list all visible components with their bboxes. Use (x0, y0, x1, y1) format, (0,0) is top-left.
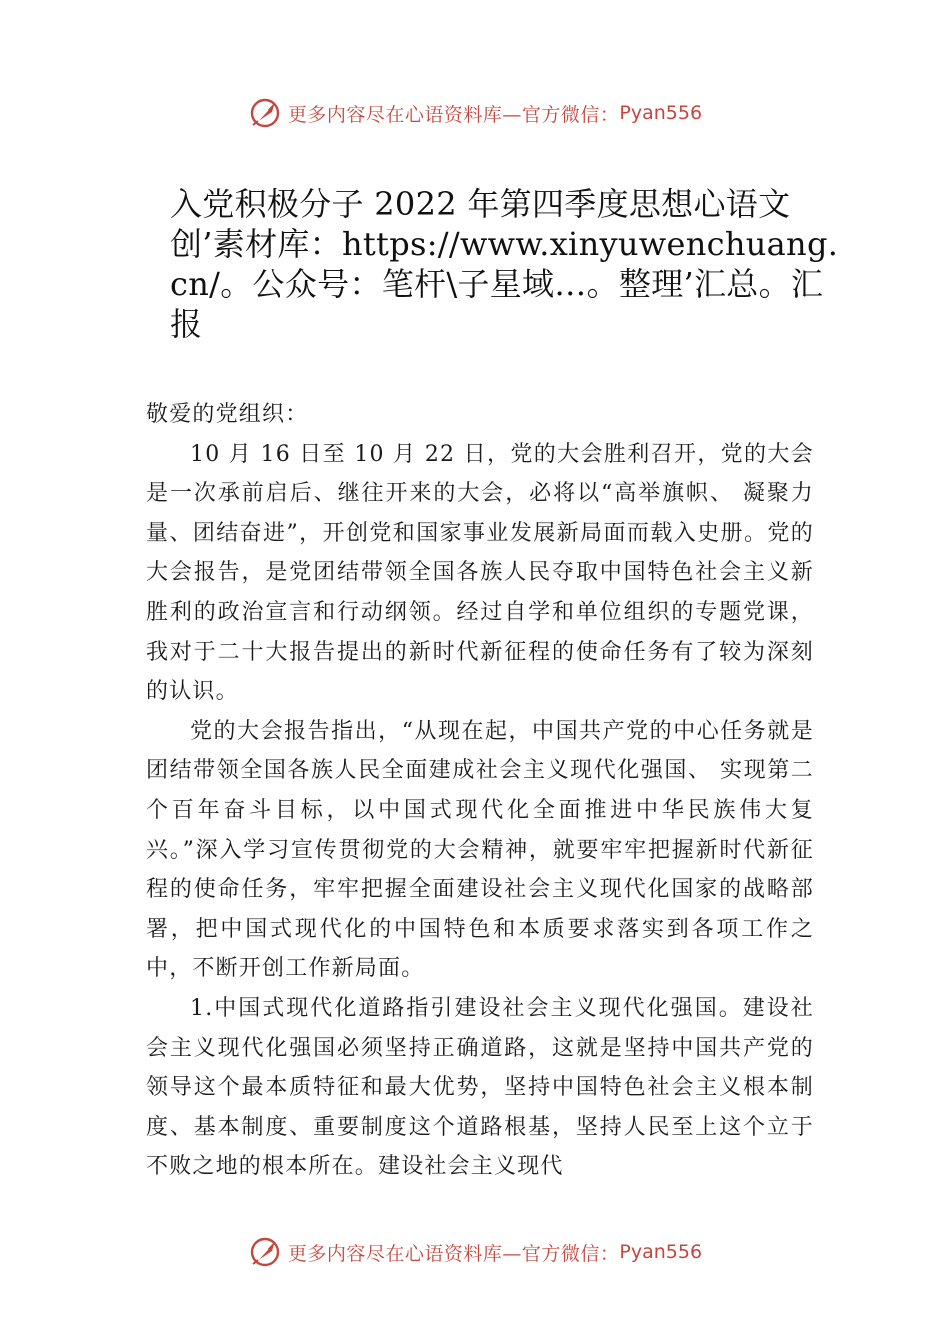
banner-text: 更多内容尽在心语资料库—官方微信： (287, 1242, 620, 1265)
paragraph: 1.中国式现代化道路指引建设社会主义现代化强国。建设社会主义现代化强国必须坚持正确道路，这就是坚持中国共产党的领导这个最本质特征和最大优势，坚持中国特色社会主义根本制度、基本制度、重要制度这个道路根基，坚持人民至上这个立于不败之地的根本所在。建设社会主义现代 (146, 995, 814, 1180)
banner-wechat-id: Pyan556 (619, 1241, 703, 1263)
banner-text: 更多内容尽在心语资料库—官方微信： (287, 103, 620, 126)
banner-wechat-id: Pyan556 (619, 102, 703, 124)
header-banner (0, 93, 950, 133)
quill-logo-icon (248, 96, 282, 130)
salutation: 敬爱的党组织： (146, 402, 309, 427)
footer-banner (0, 1232, 950, 1272)
paragraph: 党的大会报告指出，“从现在起，中国共产党的中心任务就是团结带领全国各族人民全面建成社会主义现代化强国、 实现第二个百年奋斗目标，以中国式现代化全面推进中华民族伟大复兴。”深入学习宣传贯彻党的大会精神，就要牢牢把握新时代新征程的使命任务，牢牢把握全面建设社会主义现代化国家的战略部署，把中国式现代化的中国特色和本质要求落实到各项工作之中，不断开创工作新局面。 (146, 718, 814, 982)
document-body (146, 395, 814, 1187)
document-title: 入党积极分子 2022 年第四季度思想心语文创’素材库：https://www.xinyuwenchuang.cn/。公众号：笔杆\子星域…。整理’汇总。汇报 (170, 185, 839, 343)
paragraph: 10 月 16 日至 10 月 22 日，党的大会胜利召开，党的大会是一次承前启后、继往开来的大会，必将以“高举旗帜、 凝聚力量、团结奋进”，开创党和国家事业发展新局面而载入史册。党的大会报告，是党团结带领全国各族人民夺取中国特色社会主义新胜利的政治宣言和行动纲领。经过自学和单位组织的专题党课，我对于二十大报告提出的新时代新征程的使命任务有了较为深刻的认识。 (146, 441, 814, 705)
quill-logo-icon (248, 1235, 282, 1269)
